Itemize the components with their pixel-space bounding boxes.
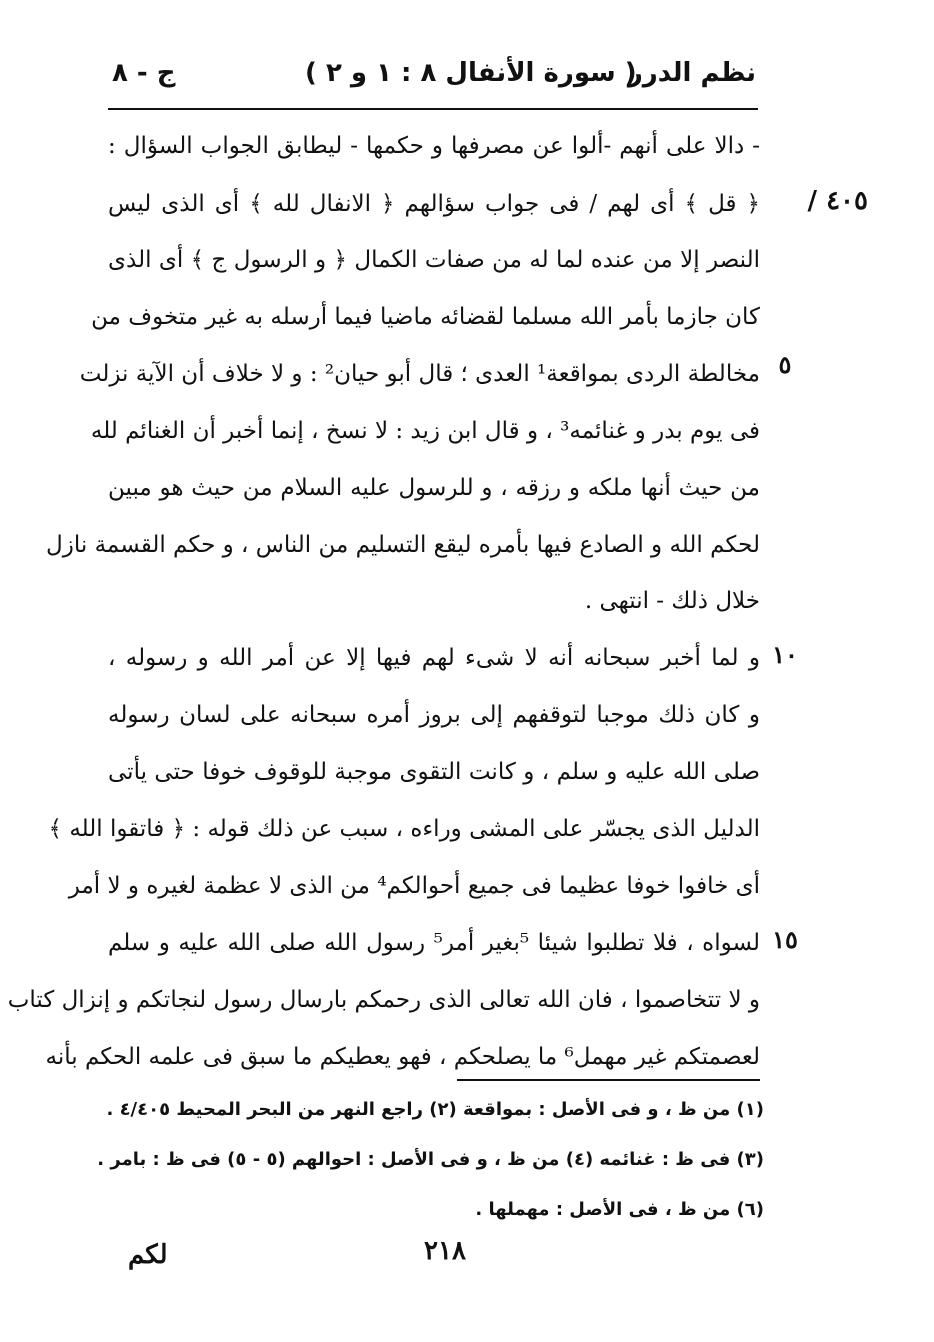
footnote-line: (٣) فى ظ : غنائمه (٤) من ظ ، و فى الأصل : احوالهم (٥ - ٥) فى ظ : بامر . <box>97 1149 764 1170</box>
catchword: لكم <box>128 1240 168 1270</box>
body-line: فى يوم بدر و غنائمه³ ، و قال ابن زيد : لا نسخ ، إنما أخبر أن الغنائم لله <box>90 418 760 444</box>
body-line: ﴿ قل ﴾ أى لهم / فى جواب سؤالهم ﴿ الانفال لله ﴾ أى الذى ليس <box>108 191 760 217</box>
body-line: الدليل الذى يجسّر على المشى وراءه ، سبب عن ذلك قوله : ﴿ فاتقوا الله ﴾ <box>48 816 760 842</box>
body-line: لعصمتكم غير مهمل⁶ ما يصلحكم ، فهو يعطيكم ما سبق فى علمه الحكم بأنه <box>45 1044 760 1070</box>
footnote-line: (٦) من ظ ، فى الأصل : مهملها . <box>475 1199 764 1220</box>
margin-page-reference: ٤٠٥ / <box>807 186 868 216</box>
margin-line-number: ١٠ <box>772 640 798 669</box>
body-line: لسواه ، فلا تطلبوا شيئا ⁵بغير أمر⁵ رسول الله صلى الله عليه و سلم <box>108 930 760 956</box>
body-line: - دالا على أنهم -ألوا عن مصرفها و حكمها - ليطابق الجواب السؤال : <box>108 133 760 159</box>
body-line: النصر إلا من عنده لما له من صفات الكمال ﴿ و الرسول ج ﴾ أى الذى <box>108 247 760 273</box>
body-line: و كان ذلك موجبا لتوقفهم إلى بروز أمره سبحانه على لسان رسوله <box>108 702 760 728</box>
header-rule <box>108 108 758 110</box>
footnote-rule <box>457 1079 760 1081</box>
body-line: كان جازما بأمر الله مسلما لقضائه ماضيا فيما أرسله به غير متخوف من <box>91 304 760 330</box>
body-line: أى خافوا خوفا عظيما فى جميع أحوالكم⁴ من الذى لا عظمة لغيره و لا أمر <box>68 873 760 899</box>
surah-reference: ( سورة الأنفال ٨ : ١ و ٢ ) <box>305 58 637 88</box>
body-line: لحكم الله و الصادع فيها بأمره ليقع التسليم من الناس ، و حكم القسمة نازل <box>46 532 760 558</box>
body-line: من حيث أنها ملكه و رزقه ، و للرسول عليه السلام من حيث هو مبين <box>108 475 760 501</box>
body-line: صلى الله عليه و سلم ، و كانت التقوى موجبة للوقوف خوفا حتى يأتى <box>108 759 760 785</box>
footnote-line: (١) من ظ ، و فى الأصل : بمواقعة (٢) راجع النهر من البحر المحيط ٤/٤٠٥ . <box>106 1099 764 1120</box>
body-line: و لما أخبر سبحانه أنه لا شىء لهم فيها إلا عن أمر الله و رسوله ، <box>108 645 760 671</box>
volume-number: ج - ٨ <box>112 58 176 88</box>
body-line: خلال ذلك - انتهى . <box>584 588 760 614</box>
body-line: و لا تتخاصموا ، فان الله تعالى الذى رحمكم بارسال رسول لنجاتكم و إنزال كتاب <box>7 987 760 1013</box>
body-line: مخالطة الردى بمواقعة¹ العدى ؛ قال أبو حيان² : و لا خلاف أن الآية نزلت <box>79 361 760 387</box>
margin-line-number: ١٥ <box>772 925 798 954</box>
page-number: ٢١٨ <box>424 1236 466 1266</box>
margin-line-number: ٥ <box>778 350 792 379</box>
book-title: نظم الدرر <box>627 58 756 88</box>
